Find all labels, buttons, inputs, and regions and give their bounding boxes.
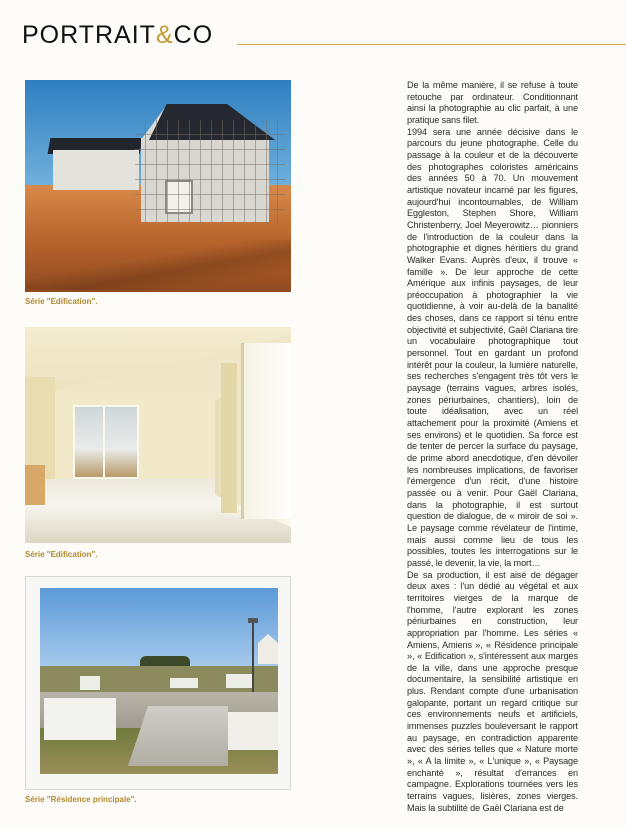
photo-caption: Série "Edification". <box>25 297 98 306</box>
article-paragraph: 1994 sera une année décisive dans le parcours du jeune photographe. Celle du passage à la couleur et de la découverte des photographes coloristes américains des années 50 à 70. Un mouvement artistique novateur incarné par les figures, aujourd'hui incontournables, de William Eggleston, Stephen Shore, William Christenberry, Joel Meyerowitz… pionniers de l'introduction de la couleur dans la photographie et dignes héritiers du grand Walker Evans. Auprès d'eux, il trouve « famille ». De leur approche de cette Amérique aux infinis paysages, de leur préoccupation à photographier la vie quotidienne, à voir au-delà de la banalité des choses, dans ce rapport si ténu entre objectivité et subjectivité, Gaël Clariana tire un vocabulaire photographique tout personnel. Tout en gardant un profond intérêt pour la couleur, la lumière naturelle, ses recherches s'engagent très tôt vers le paysage (terrains vagues, arbres isolés, zones périurbaines, chantiers), loin de toute idéalisation, avec un réel attachement pour la proximité (Amiens et ses environs) et le quotidien. Sa force est de tenter de percer la surface du paysage, de prime abord anecdotique, d'en dévoiler les nombreuses implications, de favoriser l'émergence d'un récit, d'une histoire passée ou à venir. Pour Gaël Clariana, dans la photographie, il est surtout question de dialogue, de « miroir de soi ». Le paysage comme révélateur de l'intime, mais aussi comme lieu de tous les possibles, toutes les interrogations sur le passé, le devenir, la vie, la mort… <box>407 126 578 568</box>
photo-edification-interior <box>25 327 291 543</box>
photo-edification-house-construction <box>25 80 291 292</box>
photo-caption: Série "Résidence principale". <box>25 795 137 804</box>
photo-residence-principale <box>40 588 278 774</box>
header-rule <box>237 44 626 45</box>
logo-text-portrait: PORTRAIT <box>22 21 156 49</box>
logo-ampersand: & <box>155 21 174 49</box>
magazine-header <box>22 20 626 50</box>
logo-text-co: CO <box>173 21 214 49</box>
article-paragraph: De sa production, il est aisé de dégager deux axes : l'un dédié au végétal et aux territoires vierges de la marque de l'homme, l'autre explorant les zones périurbaines en construction, leur appropriation par l'homme. Les séries « Amiens, Amiens », « Résidence principale », « Edification », s'intéressent aux marges de la ville, dans une approche presque documentaire, la sensibilité artistique en plus. Rendant compte d'une urbanisation galopante, portant un regard critique sur ces environnements neufs et artificiels, immenses puzzles bouleversant le rapport au paysage, en contradiction apparente avec des séries telles que « Nature morte », « A la limite », « L'unique », « Paysage enchanté », résultat d'errances en campagne. Explorations tournées vers les terrains vagues, lisières, zones vierges. Mais la subtilité de Gaël Clariana est de <box>407 569 578 813</box>
article-body <box>407 80 578 814</box>
photo-caption: Série "Edification". <box>25 550 98 559</box>
magazine-logo <box>22 20 213 50</box>
article-paragraph: De la même manière, il se refuse à toute retouche par ordinateur. Conditionnant ainsi la photographie au clic parfait, à une pratique sans filet. <box>407 80 578 125</box>
